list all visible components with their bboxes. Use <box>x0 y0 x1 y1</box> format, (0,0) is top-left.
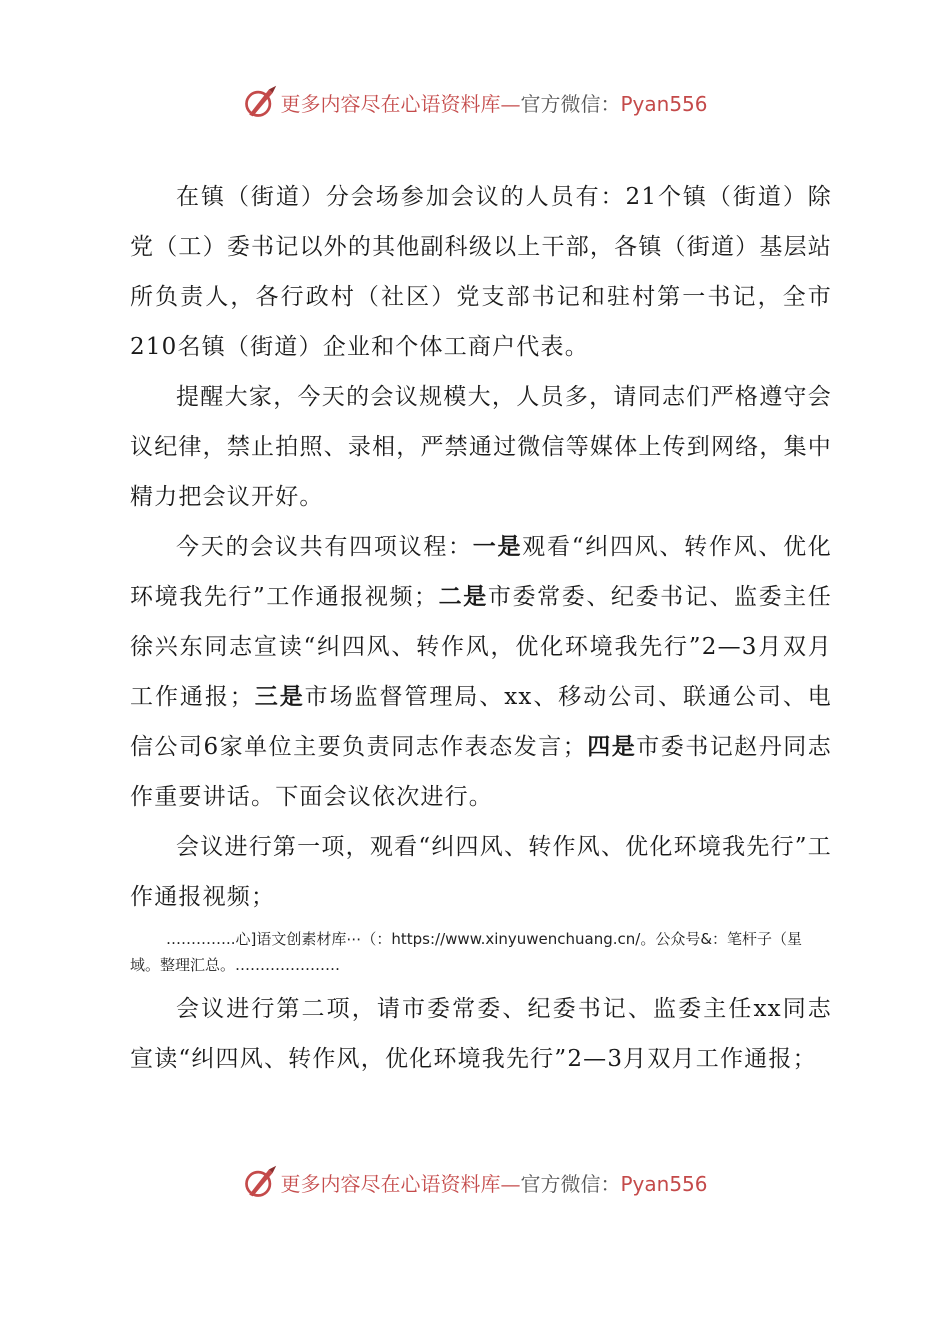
paragraph-item-two: 会议进行第二项，请市委常委、纪委书记、监委主任xx同志宣读“纠四风、转作风，优化环境我先行”2—3月双月工作通报； <box>130 996 832 1072</box>
banner-slogan: 更多内容尽在心语资料库 <box>280 91 501 116</box>
quill-pen-icon <box>242 1164 278 1200</box>
paragraph-attendees: 在镇（街道）分会场参加会议的人员有：21个镇（街道）除党（工）委书记以外的其他副科级以上干部，各镇（街道）基层站所负责人，各行政村（社区）党支部书记和驻村第一书记，全市210名镇（街道）企业和个体工商户代表。 <box>130 184 832 360</box>
paragraph-reminder: 提醒大家，今天的会议规模大，人员多，请同志们严格遵守会议纪律，禁止拍照、录相，严禁通过微信等媒体上传到网络，集中精力把会议开好。 <box>130 384 832 510</box>
banner-slogan: 更多内容尽在心语资料库 <box>280 1171 501 1196</box>
agenda-item-1-label: 一是 <box>472 534 523 560</box>
paragraph-agenda <box>130 522 832 822</box>
banner-wechat-id: Pyan556 <box>620 91 708 116</box>
agenda-item-4-text: 市委书记赵丹同志作重要讲话。下面会议依次进行。 <box>130 734 833 810</box>
footer-banner <box>0 1160 950 1204</box>
agenda-item-1-text: 观看“纠四风、转作风、优化环境我先行”工作通报视频； <box>130 534 833 610</box>
banner-text <box>280 88 707 117</box>
banner-text <box>280 1168 707 1197</box>
paragraph-item-one: 会议进行第一项，观看“纠四风、转作风、优化环境我先行”工作通报视频； <box>130 834 832 910</box>
banner-dash: — <box>500 91 521 116</box>
header-banner <box>0 80 950 124</box>
banner-dash: — <box>500 1171 521 1196</box>
document-body <box>130 172 832 1084</box>
quill-pen-icon <box>242 84 278 120</box>
banner-label: 官方微信： <box>520 91 621 116</box>
agenda-item-2-text: 市委常委、纪委书记、监委主任徐兴东同志宣读“纠四风、转作风，优化环境我先行”2—3月双月工作通报； <box>130 584 832 710</box>
agenda-item-4-label: 四是 <box>586 734 637 760</box>
source-note: …………..心]语文创素材库⋯（：https://www.xinyuwenchuang.cn/。公众号&：笔杆子（星域。整理汇总。………………… <box>130 930 803 974</box>
agenda-item-3-text: 市场监督管理局、xx、移动公司、联通公司、电信公司6家单位主要负责同志作表态发言； <box>130 684 832 760</box>
agenda-item-3-label: 三是 <box>254 684 305 710</box>
agenda-item-2-label: 二是 <box>438 584 488 610</box>
agenda-intro: 今天的会议共有四项议程： <box>176 534 473 560</box>
banner-label: 官方微信： <box>520 1171 621 1196</box>
banner-wechat-id: Pyan556 <box>620 1171 708 1196</box>
